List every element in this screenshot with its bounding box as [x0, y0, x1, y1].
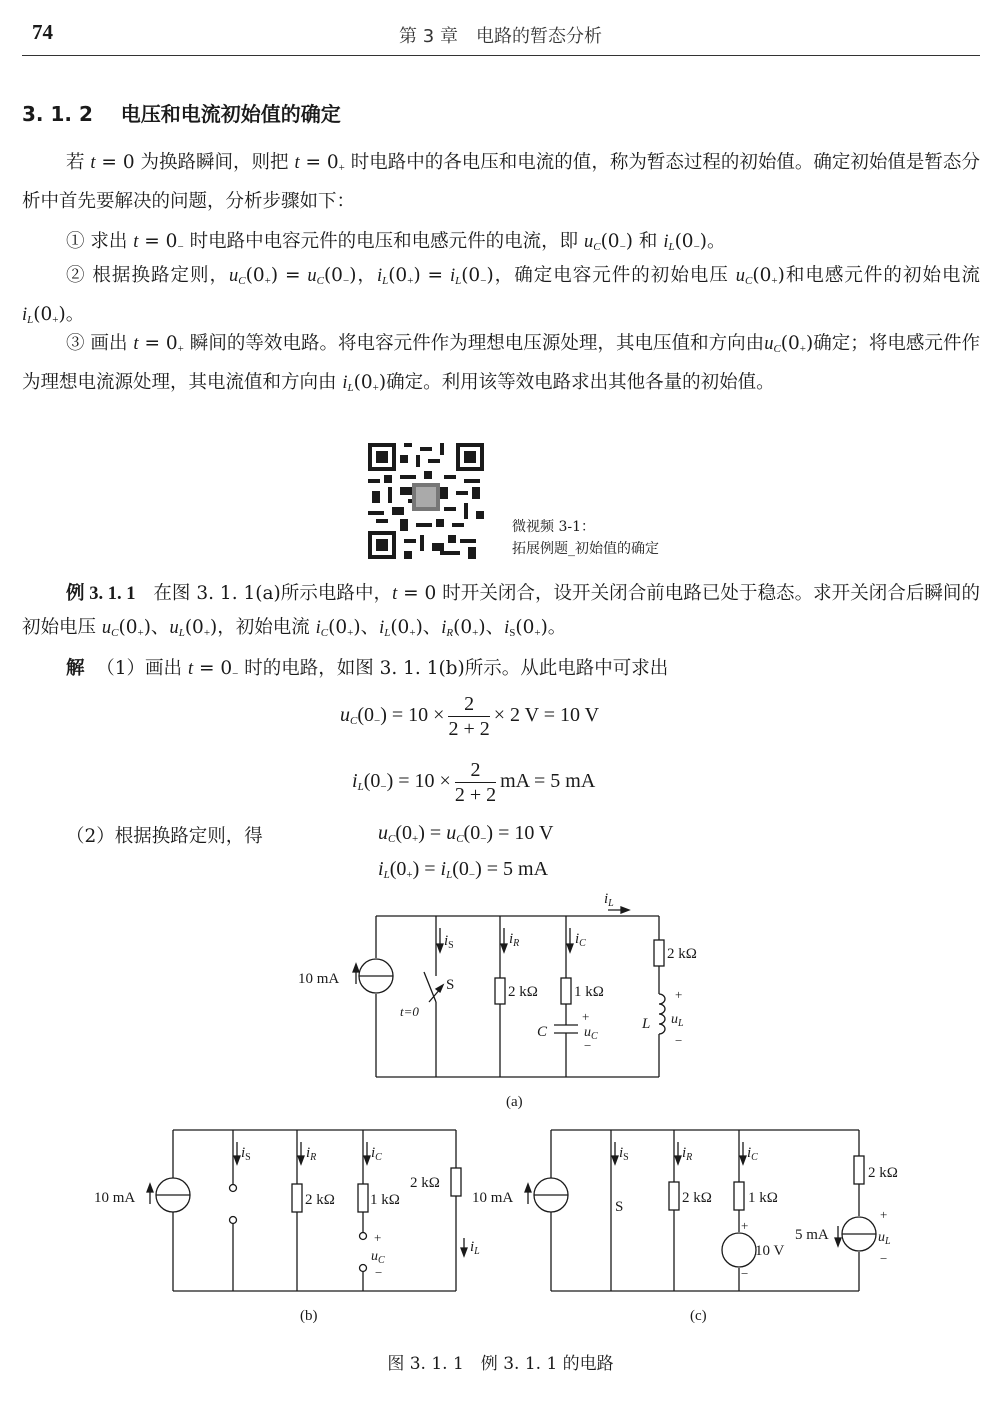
qr-caption: 微视频 3-1： 拓展例题_初始值的确定: [512, 519, 659, 557]
svg-text:−: −: [584, 1038, 592, 1053]
svg-text:iR: $i_R$: [306, 1145, 317, 1163]
fig-c-caption: (c): [690, 1308, 707, 1324]
fig-a-switch-label: S: [446, 977, 455, 993]
fig-b-source-label: 10 mA: [94, 1190, 136, 1206]
svg-text:iS: $i_S$: [444, 933, 454, 951]
svg-text:+: +: [675, 987, 683, 1002]
figure-caption: 图 3. 1. 1 例 3. 1. 1 的电路: [387, 1354, 614, 1374]
svg-text:iS: $i_S$: [619, 1145, 629, 1163]
svg-text:iR: $i_R$: [509, 931, 520, 949]
intro-paragraph: 若 t = 0 为换路瞬间，则把 $t = 0_+$ 时电路中的各电压和电流的值，称为暂态过程的初始值。确定初始值是暂态分析中首先要解决的问题，分析步骤如下：: [22, 152, 980, 212]
step-3: ③ 画出 $t = 0_+$ 瞬间的等效电路。将电容元件作为理想电压源处理，其电压值和方向由$u_C(0_+)$确定；将电感元件作为理想电流源处理，其电流值和方向由 $i_L(0_+)$确定。利用该等效电路求出其他各量的初始值。: [22, 333, 980, 394]
equation-il0-minus: $i_L(0_-) = 10$ × $\frac{2}{2 + 2}$ mA = 5 mA: [352, 759, 596, 806]
fig-c-isrc-label: 5 mA: [795, 1227, 829, 1243]
svg-text:+: +: [374, 1230, 382, 1245]
fig-a-source-label: 10 mA: [298, 971, 340, 987]
solution-step-2: （2）根据换路定则，得: [66, 826, 263, 847]
svg-text:iC: $i_C$: [575, 931, 586, 949]
equation-il0-plus: $i_L(0_+) = i_L(0_-) = 5$ mA: [378, 858, 549, 881]
fig-a-r-c-label: 1 kΩ: [574, 984, 604, 1000]
svg-text:iS: $i_S$: [241, 1145, 251, 1163]
equation-uc0-plus: $u_C(0_+) = u_C(0_-) = 10$ V: [378, 822, 554, 845]
header-rule: [22, 55, 980, 56]
fig-a-caption: (a): [506, 1094, 523, 1110]
fig-c-r-c-label: 1 kΩ: [748, 1190, 778, 1206]
svg-text:iC: $i_C$: [371, 1145, 382, 1163]
running-header: 第 3 章 电路的暂态分析: [399, 26, 602, 47]
fig-c-source-label: 10 mA: [472, 1190, 514, 1206]
svg-text:uL: $u_L$: [671, 1012, 684, 1029]
svg-text:uC: $u_C$: [371, 1249, 385, 1266]
step-2: ② 根据换路定则，$u_C(0_+) = u_C(0_-)$，$i_L(0_+) = i_L(0_-)$，确定电容元件的初始电压 $u_C(0_+)$和电感元件的初始电流 $i_L(0_+)$。: [22, 265, 980, 326]
section-number: 3. 1. 2: [22, 102, 93, 126]
fig-b-r-mid-label: 2 kΩ: [305, 1192, 335, 1208]
example-paragraph: 例 3. 1. 1 在图 3. 1. 1(a)所示电路中，t = 0 时开关闭合，设开关闭合前电路已处于稳态。求开关闭合后瞬间的初始电压 $u_C(0_+)$、$u_L(0_+)$，初始电流 $i_C(0_+)$、$i_L(0_+)$、$i_R(0_+)$、$i_S(0_+)$。: [22, 583, 980, 639]
equation-uc0-minus: $u_C(0_-) = 10$ × $\frac{2}{2 + 2}$ × 2 V = 10 V: [340, 693, 600, 740]
solution-label: 解: [66, 658, 85, 679]
fig-a-r-series-label: 2 kΩ: [667, 946, 697, 962]
svg-text:+: +: [741, 1218, 749, 1233]
section-heading: [22, 98, 341, 127]
fig-b-caption: (b): [300, 1308, 318, 1324]
circuit-diagram-a: [290, 888, 720, 1118]
section-title: 电压和电流初始值的确定: [120, 102, 341, 126]
svg-text:uL: $u_L$: [878, 1230, 891, 1247]
example-label: 例 3. 1. 1: [66, 584, 136, 604]
qr-code-image[interactable]: [368, 443, 484, 559]
svg-text:+: +: [880, 1207, 888, 1222]
fig-c-vsrc-label: 10 V: [755, 1243, 785, 1259]
svg-text:−: −: [675, 1033, 683, 1048]
fig-c-r-right-label: 2 kΩ: [868, 1165, 898, 1181]
page-number: 74: [32, 20, 53, 44]
svg-text:iL: $i_L$: [470, 1239, 480, 1257]
fig-c-r-mid-label: 2 kΩ: [682, 1190, 712, 1206]
fig-c-switch-label: S: [615, 1199, 624, 1215]
svg-text:−: −: [741, 1266, 749, 1281]
fig-b-r-right-label: 2 kΩ: [410, 1175, 440, 1191]
svg-text:−: −: [375, 1265, 383, 1280]
svg-text:uC: $u_C$: [584, 1025, 598, 1042]
fig-a-ind-label: L: [642, 1016, 651, 1032]
svg-text:iC: $i_C$: [747, 1145, 758, 1163]
fig-a-t0-label: t=0: [400, 1004, 419, 1019]
circuit-diagram-c: [468, 1120, 908, 1330]
fig-a-cap-label: C: [537, 1024, 548, 1040]
svg-text:iL: $i_L$: [604, 891, 614, 909]
svg-text:−: −: [880, 1251, 888, 1266]
solution-step-1: 解 （1）画出 $t = 0_-$ 时的电路，如图 3. 1. 1(b)所示。从此电路中可求出: [66, 658, 669, 680]
step-1: ① 求出 $t = 0_-$ 时电路中电容元件的电压和电感元件的电流，即 $u_C(0_-)$ 和 $i_L(0_-)$。: [66, 231, 726, 253]
circuit-diagram-b: [88, 1120, 498, 1330]
fig-b-r-c-label: 1 kΩ: [370, 1192, 400, 1208]
svg-text:iR: $i_R$: [682, 1145, 693, 1163]
svg-text:+: +: [582, 1009, 590, 1024]
fig-a-r-mid-label: 2 kΩ: [508, 984, 538, 1000]
